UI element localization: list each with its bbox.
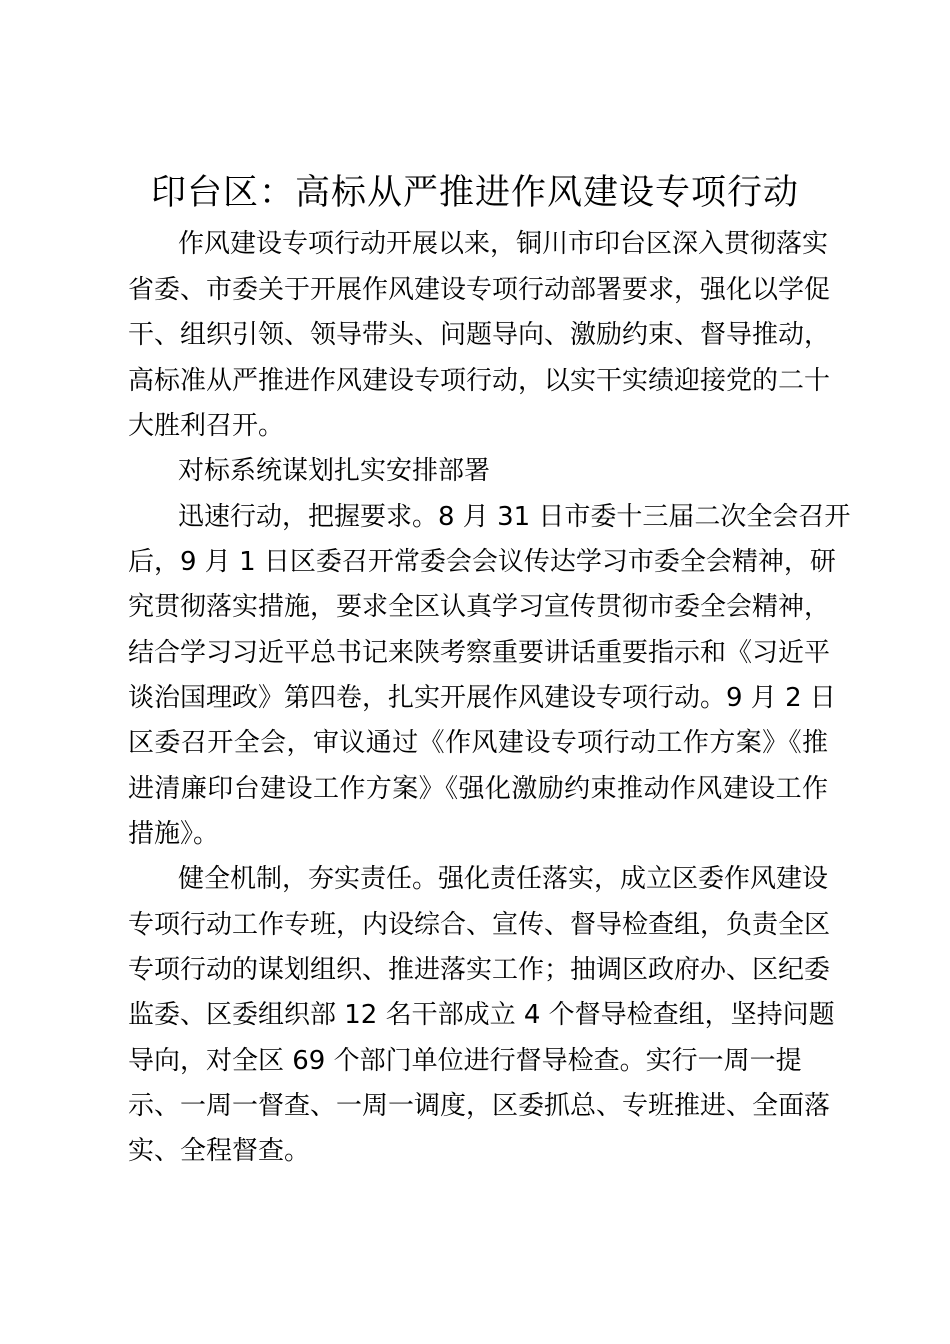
body-line: 实、全程督查。 bbox=[128, 1136, 311, 1166]
body-line: 措施》。 bbox=[128, 819, 220, 849]
body-line: 大胜利召开。 bbox=[128, 411, 285, 441]
body-line: 监委、区委组织部 12 名干部成立 4 个督导检查组，坚持问题 bbox=[128, 1000, 835, 1030]
body-line: 谈治国理政》第四卷，扎实开展作风建设专项行动。9 月 2 日 bbox=[128, 683, 836, 713]
body-line: 作风建设专项行动开展以来，铜川市印台区深入贯彻落实 bbox=[178, 229, 829, 259]
body-line: 专项行动工作专班，内设综合、宣传、督导检查组，负责全区 bbox=[128, 910, 831, 940]
body-line: 健全机制，夯实责任。强化责任落实，成立区委作风建设 bbox=[178, 864, 829, 894]
body-line: 后，9 月 1 日区委召开常委会会议传达学习市委全会精神，研 bbox=[128, 547, 836, 577]
body-line: 结合学习习近平总书记来陕考察重要讲话重要指示和《习近平 bbox=[128, 638, 831, 668]
body-line: 区委召开全会，审议通过《作风建设专项行动工作方案》《推 bbox=[128, 728, 828, 758]
document-title: 印台区：高标从严推进作风建设专项行动 bbox=[150, 173, 799, 213]
section-heading: 对标系统谋划扎实安排部署 bbox=[178, 456, 491, 486]
body-line: 高标准从严推进作风建设专项行动，以实干实绩迎接党的二十 bbox=[128, 366, 831, 396]
body-line: 进清廉印台建设工作方案》《强化激励约束推动作风建设工作 bbox=[128, 774, 828, 804]
body-line: 示、一周一督查、一周一调度，区委抓总、专班推进、全面落 bbox=[128, 1091, 831, 1121]
body-line: 究贯彻落实措施，要求全区认真学习宣传贯彻市委全会精神， bbox=[128, 592, 831, 622]
body-line: 专项行动的谋划组织、推进落实工作；抽调区政府办、区纪委 bbox=[128, 955, 831, 985]
body-line: 导向，对全区 69 个部门单位进行督导检查。实行一周一提 bbox=[128, 1046, 802, 1076]
body-line: 干、组织引领、领导带头、问题导向、激励约束、督导推动， bbox=[128, 320, 831, 350]
body-line: 省委、市委关于开展作风建设专项行动部署要求，强化以学促 bbox=[128, 275, 831, 305]
body-line: 迅速行动，把握要求。8 月 31 日市委十三届二次全会召开 bbox=[178, 502, 851, 532]
